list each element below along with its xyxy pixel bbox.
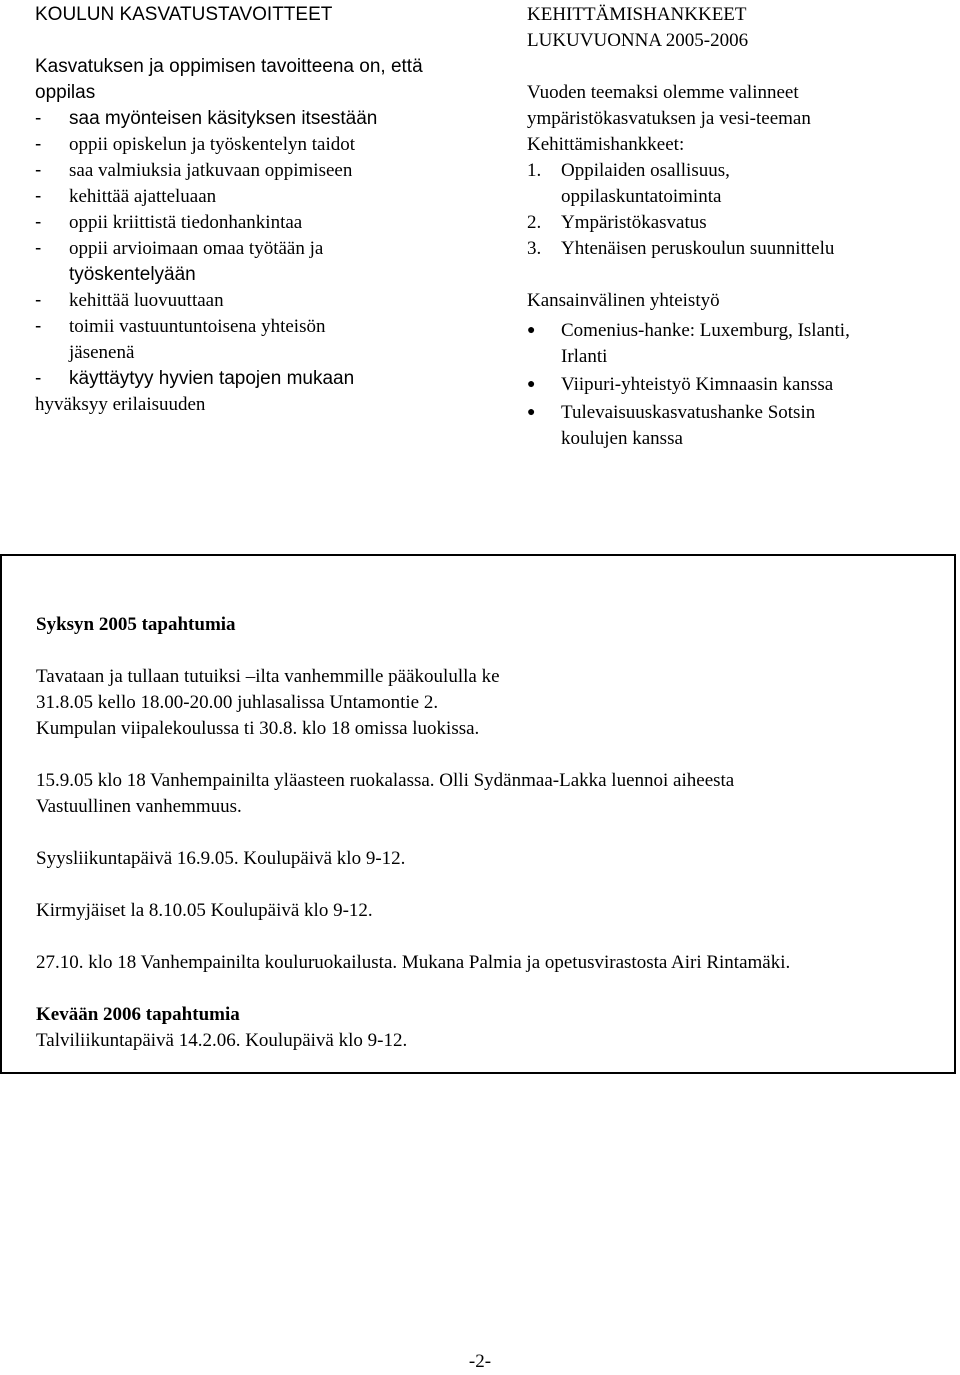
international-item-1 [527, 318, 947, 370]
left-title: KOULUN KASVATUSTAVOITTEET [35, 4, 333, 25]
goal-item-8 [35, 314, 475, 340]
spring-event-1: Talviliikuntapäivä 14.2.06. Koulupäivä klo 9-12. [36, 1030, 408, 1051]
project-item-1 [527, 158, 947, 210]
goal-item-text: oppii kriittistä tiedonhankintaa [69, 212, 303, 233]
project-number: 3. [527, 238, 542, 259]
goal-item-1 [35, 106, 475, 132]
autumn-event-1-line-1: Tavataan ja tullaan tutuiksi –ilta vanhemmille pääkoululla ke [36, 666, 500, 687]
left-intro-line-1: Kasvatuksen ja oppimisen tavoitteena on, että [35, 56, 423, 77]
right-intro-line-1: Vuoden teemaksi olemme valinneet [527, 82, 799, 103]
autumn-event-4: Kirmyjäiset la 8.10.05 Koulupäivä klo 9-12. [36, 900, 373, 921]
international-list [527, 318, 947, 452]
dash-marker: - [35, 290, 42, 311]
project-number: 1. [527, 160, 542, 181]
right-column [527, 2, 947, 454]
goal-last-line: hyväksyy erilaisuuden [35, 394, 206, 415]
autumn-event-1-line-2: 31.8.05 kello 18.00-20.00 juhlasalissa Untamontie 2. [36, 692, 439, 713]
goal-item-text: saa myönteisen käsityksen itsestään [69, 108, 378, 129]
goal-item-text: kehittää ajatteluaan [69, 186, 217, 207]
dash-marker: - [35, 238, 42, 259]
project-number: 2. [527, 212, 542, 233]
autumn-event-2-line-2: Vastuullinen vanhemmuus. [36, 796, 242, 817]
events-content [36, 612, 951, 1054]
dash-marker: - [35, 186, 42, 207]
goal-item-4 [35, 184, 475, 210]
project-item-3 [527, 236, 947, 262]
autumn-event-2-line-1: 15.9.05 klo 18 Vanhempainilta yläasteen ruokalassa. Olli Sydänmaa-Lakka luennoi aiheesta [36, 770, 735, 791]
project-text: Ympäristökasvatus [561, 212, 707, 233]
international-item-2 [527, 372, 947, 398]
goal-item-6 [35, 236, 475, 262]
international-title: Kansainvälinen yhteistyö [527, 290, 720, 311]
goal-item-3 [35, 158, 475, 184]
spring-events-title: Kevään 2006 tapahtumia [36, 1004, 240, 1025]
international-item-3 [527, 400, 947, 452]
dash-marker: - [35, 108, 42, 129]
goal-item-text: toimii vastuuntuntoisena yhteisön [69, 316, 326, 337]
goal-item-text: oppii opiskelun ja työskentelyn taidot [69, 134, 356, 155]
international-text: Viipuri-yhteistyö Kimnaasin kanssa [561, 374, 834, 395]
autumn-event-5: 27.10. klo 18 Vanhempainilta kouluruokailusta. Mukana Palmia ja opetusvirastosta Airi Rintamäki. [36, 952, 791, 973]
project-item-2 [527, 210, 947, 236]
project-text: Yhtenäisen peruskoulun suunnittelu [561, 238, 835, 259]
events-box [0, 554, 956, 1074]
international-text: Comenius-hanke: Luxemburg, Islanti, [561, 320, 850, 341]
left-intro-line-2: oppilas [35, 82, 96, 103]
project-text: Oppilaiden osallisuus, [561, 160, 730, 181]
international-text: Tulevaisuuskasvatushanke Sotsin [561, 402, 816, 423]
page-number: -2- [468, 1351, 492, 1372]
autumn-events-title: Syksyn 2005 tapahtumia [36, 614, 236, 635]
bullet-icon: ● [527, 405, 536, 420]
international-text-continuation: Irlanti [561, 346, 608, 367]
dash-marker: - [35, 368, 42, 389]
goal-item-5 [35, 210, 475, 236]
goal-item-7 [35, 288, 475, 314]
goal-item-text: kehittää luovuuttaan [69, 290, 224, 311]
dash-marker: - [35, 212, 42, 233]
dash-marker: - [35, 316, 42, 337]
goal-item-text: saa valmiuksia jatkuvaan oppimiseen [69, 160, 353, 181]
international-text-continuation: koulujen kanssa [561, 428, 683, 449]
goal-item-text: käyttäytyy hyvien tapojen mukaan [69, 368, 355, 389]
bullet-icon: ● [527, 377, 536, 392]
goal-item-6-continuation: työskentelyään [69, 264, 196, 285]
goal-item-text: oppii arvioimaan omaa työtään ja [69, 238, 324, 259]
goal-item-8-continuation: jäsenenä [69, 342, 135, 363]
autumn-event-3: Syysliikuntapäivä 16.9.05. Koulupäivä klo 9-12. [36, 848, 406, 869]
dash-marker: - [35, 160, 42, 181]
goal-item-9 [35, 366, 475, 392]
right-intro-line-2: ympäristökasvatuksen ja vesi-teeman [527, 108, 811, 129]
autumn-event-1-line-3: Kumpulan viipalekoulussa ti 30.8. klo 18 omissa luokissa. [36, 718, 480, 739]
goal-item-2 [35, 132, 475, 158]
right-title-line-1: KEHITTÄMISHANKKEET [527, 4, 747, 25]
right-intro-line-3: Kehittämishankkeet: [527, 134, 685, 155]
bullet-icon: ● [527, 323, 536, 338]
project-text-continuation: oppilaskuntatoiminta [561, 186, 722, 207]
right-title-line-2: LUKUVUONNA 2005-2006 [527, 30, 749, 51]
left-column [35, 2, 475, 418]
dash-marker: - [35, 134, 42, 155]
